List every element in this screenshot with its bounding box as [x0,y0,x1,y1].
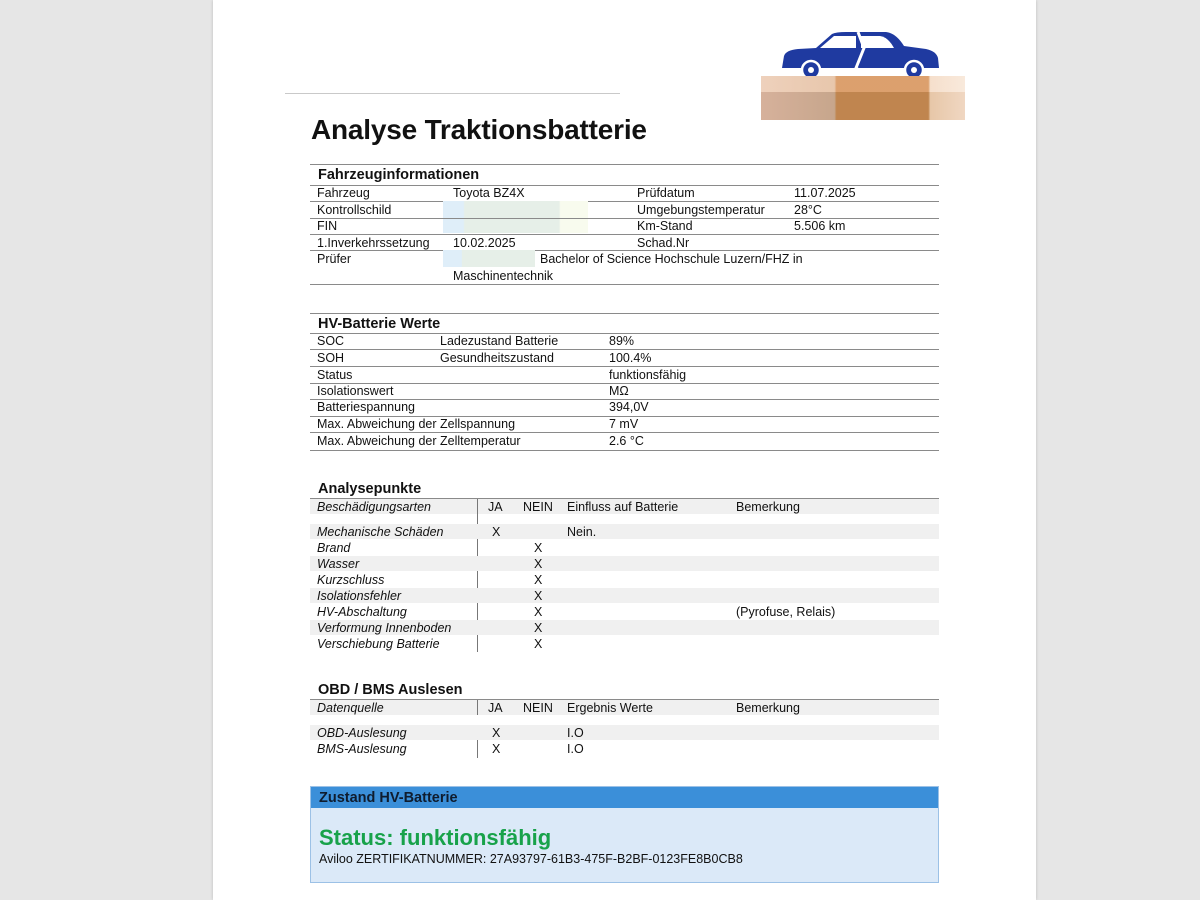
hv-value: 7 mV [609,417,639,431]
analyse-row-einfluss: Nein. [567,525,597,539]
section-title-obd: OBD / BMS Auslesen [318,682,463,698]
report-page [213,0,1036,900]
hv-value: 394,0V [609,400,649,414]
label-pruefer: Prüfer [317,252,352,266]
rule [310,250,939,251]
rule [310,164,939,165]
label-schad-nr: Schad.Nr [637,236,690,250]
certificate-number: Aviloo ZERTIFIKATNUMMER: 27A93797-61B3-475F-B2BF-0123FE8B0CB8 [319,852,743,866]
analyse-row-name: Kurzschluss [317,573,385,587]
redacted-pruefer-name [443,250,535,267]
rule [310,313,939,314]
analyse-row-ja: X [492,525,501,539]
analyse-row-nein: X [534,541,543,555]
label-pruefdatum: Prüfdatum [637,186,695,200]
obd-row-name: OBD-Auslesung [317,726,407,740]
row-shade [310,556,939,571]
hv-label: SOH [317,351,345,365]
hv-value: 100.4% [609,351,652,365]
hv-value: 2.6 °C [609,434,644,448]
analyse-col-nein: NEIN [523,500,553,514]
status-result: Status: funktionsfähig [319,825,552,850]
column-divider [477,700,478,715]
label-inverkehrssetzung: 1.Inverkehrssetzung [317,236,430,250]
analyse-row-name: Verformung Innenboden [317,621,452,635]
analyse-row-nein: X [534,557,543,571]
obd-row-ergebnis: I.O [567,742,584,756]
hv-value: 89% [609,334,635,348]
value-inverkehrssetzung: 10.02.2025 [453,236,516,250]
obd-col-ja: JA [488,701,503,715]
redacted-kontrollschild-fin [443,201,588,233]
section-title-hv: HV-Batterie Werte [318,316,441,332]
rule [310,432,939,433]
analyse-row-nein: X [534,637,543,651]
analyse-col-bemerkung: Bemerkung [736,500,800,514]
pruefer-qualification-line2: Maschinentechnik [453,269,554,283]
document-title: Analyse Traktionsbatterie [311,114,647,145]
analyse-row-name: Isolationsfehler [317,589,402,603]
value-fahrzeug: Toyota BZ4X [453,186,525,200]
status-heading: Zustand HV-Batterie [319,790,458,806]
obd-col-quelle: Datenquelle [317,701,384,715]
hv-label: Batteriespannung [317,400,415,414]
obd-row-ja: X [492,742,501,756]
analyse-row-nein: X [534,589,543,603]
analyse-row-name: Brand [317,541,351,555]
rule [310,234,939,235]
analyse-row-bemerkung: (Pyrofuse, Relais) [736,605,836,619]
analyse-col-ja: JA [488,500,503,514]
row-shade [310,588,939,603]
analyse-row-nein: X [534,573,543,587]
obd-col-bemerkung: Bemerkung [736,701,800,715]
analyse-row-name: Mechanische Schäden [317,525,444,539]
obd-col-nein: NEIN [523,701,553,715]
label-km-stand: Km-Stand [637,219,693,233]
obd-row-ergebnis: I.O [567,726,584,740]
label-fin: FIN [317,219,338,233]
label-fahrzeug: Fahrzeug [317,186,370,200]
value-km-stand: 5.506 km [794,219,846,233]
rule [310,349,939,350]
header-divider [285,93,620,94]
rule [310,450,939,451]
rule [310,366,939,367]
value-umgebungstemperatur: 28°C [794,203,822,217]
hv-label: SOC [317,334,345,348]
redacted-logo-top [761,76,965,92]
label-umgebungstemperatur: Umgebungstemperatur [637,203,765,217]
obd-row-name: BMS-Auslesung [317,742,407,756]
car-logo-icon [776,28,944,80]
label-kontrollschild: Kontrollschild [317,203,392,217]
analyse-row-nein: X [534,605,543,619]
analyse-col-einfluss: Einfluss auf Batterie [567,500,679,514]
analyse-row-name: HV-Abschaltung [317,605,407,619]
hv-desc: Gesundheitszustand [440,351,554,365]
section-title-fahrzeug: Fahrzeuginformationen [318,167,480,183]
hv-label: Max. Abweichung der Zelltemperatur [317,434,521,448]
hv-desc: Ladezustand Batterie [440,334,559,348]
analyse-row-name: Wasser [317,557,360,571]
analyse-row-nein: X [534,621,543,635]
hv-label: Status [317,368,353,382]
hv-value: MΩ [609,384,629,398]
value-pruefdatum: 11.07.2025 [794,186,856,200]
rule [310,201,939,202]
hv-value: funktionsfähig [609,368,687,382]
status-box [310,786,939,883]
status-header [311,787,938,808]
pruefer-qualification-line1: Bachelor of Science Hochschule Luzern/FHZ in [540,252,803,266]
obd-col-ergebnis: Ergebnis Werte [567,701,653,715]
hv-label: Isolationswert [317,384,394,398]
analyse-col-art: Beschädigungsarten [317,500,431,514]
obd-row-ja: X [492,726,501,740]
section-title-analyse: Analysepunkte [318,481,422,497]
analyse-row-name: Verschiebung Batterie [317,637,440,651]
rule [310,284,939,285]
hv-label: Max. Abweichung der Zellspannung [317,417,516,431]
